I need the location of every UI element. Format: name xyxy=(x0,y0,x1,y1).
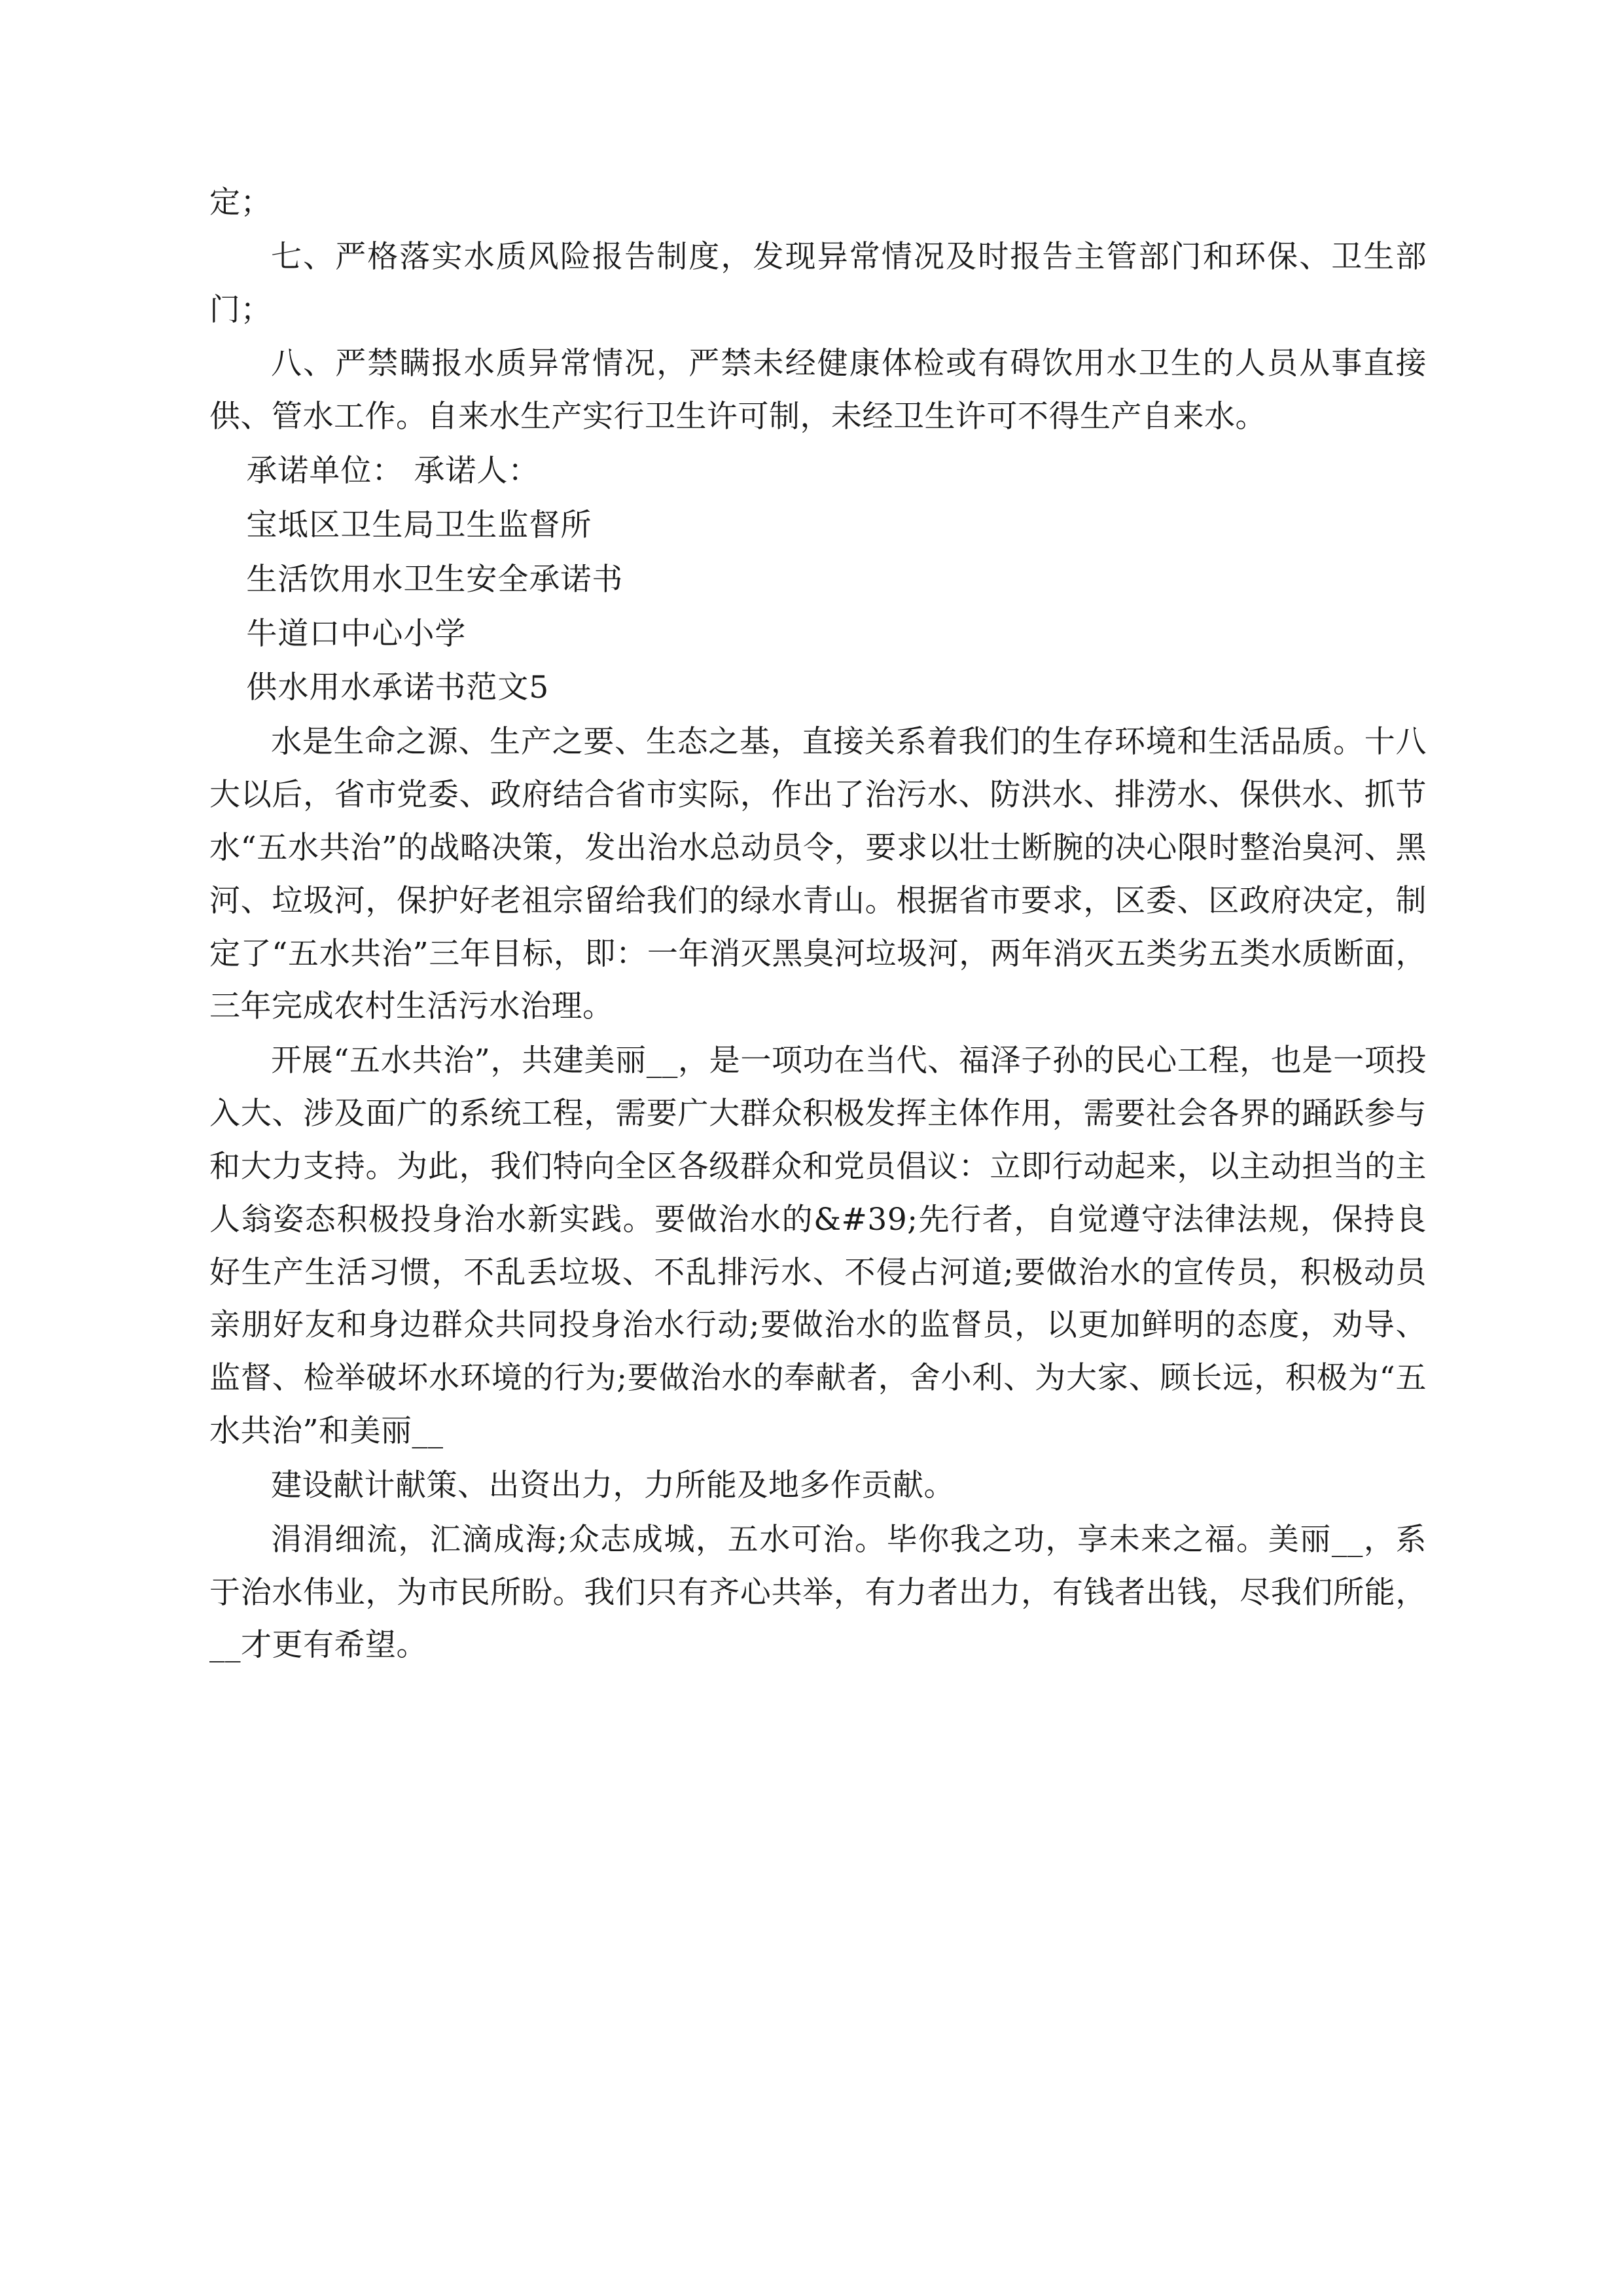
paragraph-item-seven: 七、严格落实水质风险报告制度，发现异常情况及时报告主管部门和环保、卫生部门； xyxy=(209,238,1427,328)
signature-document-title: 生活饮用水卫生安全承诺书 xyxy=(246,561,624,598)
signature-line: 承诺单位： 承诺人： xyxy=(246,453,540,490)
paragraph-continuation: 定； xyxy=(209,185,272,221)
paragraph-body-three: 建设献计献策、出资出力，力所能及地多作贡献。 xyxy=(271,1467,955,1503)
paragraph-body-four: 涓涓细流，汇滴成海;众志成城，五水可治。毕你我之功，享未来之福。美丽__，系于治水伟业，为市民所盼。我们只有齐心共举，有力者出力，有钱者出钱，尽我们所能，__才更有希望。 xyxy=(209,1521,1427,1664)
signature-organization: 宝坻区卫生局卫生监督所 xyxy=(246,507,592,543)
signature-school: 牛道口中心小学 xyxy=(246,615,467,652)
page-bottom-spacer xyxy=(209,1674,1427,1680)
paragraph-body-one: 水是生命之源、生产之要、生态之基，直接关系着我们的生存环境和生活品质。十八大以后，省市党委、政府结合省市实际，作出了治污水、防洪水、排涝水、保供水、抓节水“五水共治”的战略决策，发出治水总动员令，要求以壮士断腕的决心限时整治臭河、黑河、垃圾河，保护好老祖宗留给我们的绿水青山。根据省市要求，区委、区政府决定，制定了“五水共治”三年目标，即：一年消灭黑臭河垃圾河，两年消灭五类劣五类水质断面，三年完成农村生活污水治理。 xyxy=(209,724,1427,1025)
paragraph-body-two: 开展“五水共治”，共建美丽__，是一项功在当代、福泽子孙的民心工程，也是一项投入大、涉及面广的系统工程，需要广大群众积极发挥主体作用，需要社会各界的踊跃参与和大力支持。为此，我们特向全区各级群众和党员倡议：立即行动起来，以主动担当的主人翁姿态积极投身治水新实践。要做治水的&#39;先行者，自觉遵守法律法规，保持良好生产生活习惯，不乱丢垃圾、不乱排污水、不侵占河道;要做治水的宣传员，积极动员亲朋好友和身边群众共同投身治水行动;要做治水的监督员，以更加鲜明的态度，劝导、监督、检举破坏水环境的行为;要做治水的奉献者，舍小利、为大家、顾长远，积极为“五水共治”和美丽__ xyxy=(209,1043,1427,1450)
paragraph-item-eight: 八、严禁瞒报水质异常情况，严禁未经健康体检或有碍饮用水卫生的人员从事直接供、管水工作。自来水生产实行卫生许可制，未经卫生许可不得生产自来水。 xyxy=(209,346,1427,435)
document-text-body xyxy=(209,177,1427,1680)
section-heading-sample-five: 供水用水承诺书范文5 xyxy=(246,670,550,706)
